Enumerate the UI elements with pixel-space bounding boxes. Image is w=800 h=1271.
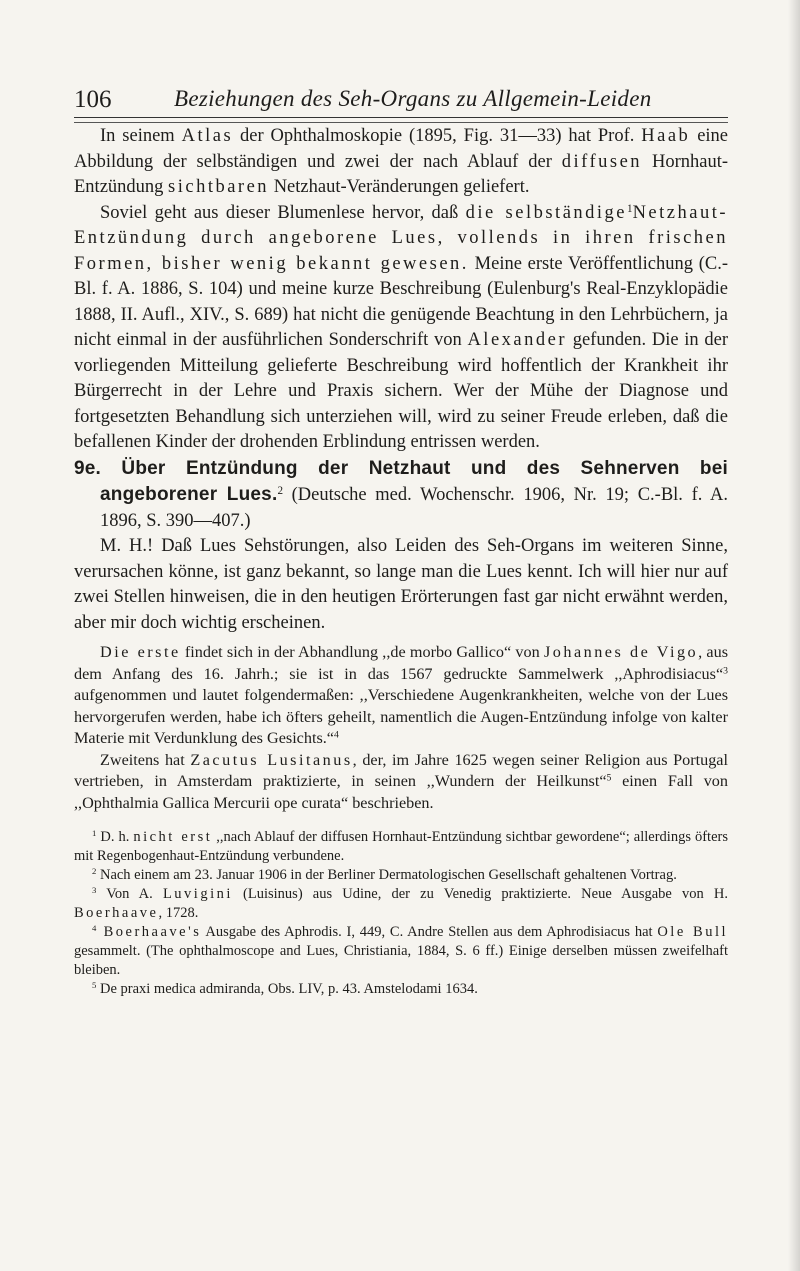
page-edge-shadow: [788, 0, 800, 1271]
paragraph-summary: Soviel geht aus dieser Blumenlese hervor, daß die selbständige$^1$Netzhaut-Entzündung durch angeborene Lues, vollends in ihren frischen Formen, bisher wenig bekannt gewesen. Meine erste Veröffentlichung (C.-Bl. f. A. 1886, S. 104) und meine kurze Beschreibung (Eulenburg's Real-Enzyklopädie 1888, II. Aufl., XIV., S. 689) hat nicht die genügende Beachtung in den Lehrbüchern, ja nicht einmal in der ausführlichen Sonderschrift von Alexander gefunden. Die in der vorliegenden Mitteilung gelieferte Beschreibung wird hoffentlich der Krankheit ihr Bürgerrecht in der Lehre und Praxis sichern. Wer der Mühe der Diagnose und fortgesetzten Behandlung sich unterziehen will, wird zu seiner Freude erleben, daß die befallenen Kinder der drohenden Erblindung entrissen werden.: [74, 202, 729, 452]
footnote-ref-3: 3: [723, 665, 728, 677]
section-heading: 9e. Über Entzündung der Netzhaut und des Sehnerven bei angeborener Lues.$^2$ (Deutsche med. Wochenschr. 1906, Nr. 19; C.-Bl. f. A. 1896, S. 390—407.): [74, 457, 729, 531]
paragraph-atlas: In seinem Atlas der Ophthalmoskopie (1895, Fig. 31—33) hat Prof. Haab eine Abbildung der selbständigen und zwei der nach Ablauf der diffusen Hornhaut-Entzündung sichtbaren Netzhaut-Veränderungen geliefert.: [74, 126, 729, 197]
footnote-4: $^4$ Boerhaave's Ausgabe des Aphrodis. I, 449, C. Andre Stellen aus dem Aphrodisiacus hat Ole Bull gesammelt. (The ophthalmoscope and Lues, Christiania, 1884, S. 6 ff.) Einige derselben müssen zweifelhaft bleiben.: [74, 923, 729, 978]
footnote-1: $^1$ D. h. nicht erst ,,nach Ablauf der diffusen Hornhaut-Entzündung sichtbar gewordene“; allerdings öfters mit Regenbogenhaut-Entzündung verbundene.: [74, 828, 728, 864]
footnote-5: $^5$ De praxi medica admiranda, Obs. LIV, p. 43. Amstelodami 1634.: [92, 980, 478, 997]
footnote-ref-5: 5: [606, 772, 612, 784]
footnote-ref-1: 1: [627, 202, 633, 215]
paragraph-vigo: Die erste findet sich in der Abhandlung ,,de morbo Gallico“ von Johannes de Vigo, aus dem Anfang des 16. Jahrh.; sie ist in das 1567 gedruckte Sammelwerk ,,Aphrodisiacus“$^3$ aufgenommen und lautet folgendermaßen: ,,Verschiedene Augenkrankheiten, welche von der Lues hervorgerufen werden, habe ich öfters geheilt, namentlich die Augen-Entzündung infolge von kalter Materie mit Verdunklung des Gesichts.“$^4$: [74, 643, 729, 747]
page-number: 106: [74, 86, 112, 113]
footnote-ref-4: 4: [334, 729, 339, 741]
paragraph-intro: M. H.! Daß Lues Sehstörungen, also Leiden des Seh-Organs im weiteren Sinne, verursachen könne, ist ganz bekannt, so lange man die Lues kennt. Ich will hier nur auf zwei Stellen hinweisen, die in den heutigen Erörterungen fast gar nicht erwähnt werden, aber mir doch wichtig erscheinen.: [74, 536, 728, 633]
footnote-ref-2: 2: [277, 484, 283, 497]
paragraph-zacutus: Zweitens hat Zacutus Lusitanus, der, im Jahre 1625 wegen seiner Religion aus Portugal vertrieben, in Amsterdam praktizierte, in seinen ,,Wundern der Heilkunst“$^5$ einen Fall von ,,Ophthalmia Gallica Mercurii ope curata“ beschrieben.: [74, 750, 728, 812]
footnote-2: $^2$ Nach einem am 23. Januar 1906 in der Berliner Dermatologischen Gesellschaft gehaltenen Vortrag.: [92, 866, 677, 883]
footnote-3: $^3$ Von A. Luvigini (Luisinus) aus Udine, der zu Venedig praktizierte. Neue Ausgabe von H. Boerhaave, 1728.: [74, 885, 728, 921]
header-rule-secondary: [74, 122, 728, 123]
footnotes: [74, 828, 728, 999]
header-rule: [74, 117, 728, 118]
running-head: Beziehungen des Seh-Organs zu Allgemein-Leiden: [174, 86, 652, 111]
small-text-block: [74, 642, 728, 814]
page-header: [74, 86, 724, 118]
main-text: [74, 124, 728, 999]
